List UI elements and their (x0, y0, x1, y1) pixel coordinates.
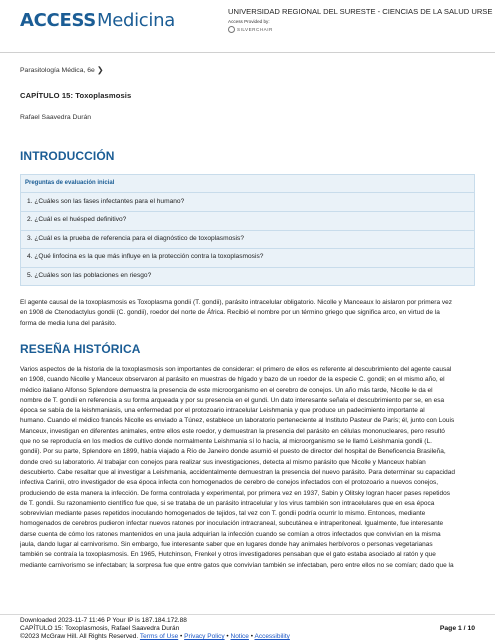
access-medicina-logo[interactable] (20, 10, 175, 34)
paragraph-line: Varios aspectos de la historia de la toxoplasmosis son importantes de considerar: el primero de ellos es referente al descubrimiento del agente causal (20, 366, 452, 373)
privacy-policy-link[interactable]: Privacy Policy (184, 633, 225, 640)
paragraph-line: homogenados de cerebros pudieron infectar nuevos ratones por inoculación intracraneal, subcutánea e intraperitoneal. Igualmente, fue interesante (20, 520, 444, 528)
terms-of-use-link[interactable]: Terms of Use (139, 633, 179, 640)
separator: • (180, 633, 185, 640)
paragraph-line: gondii). Por su parte, Splendore en 1899, había viajado a Río de Janeiro donde asumió el puesto de director del hospital de Beneficencia Brasileña, (20, 448, 446, 456)
paragraph-line: descubierto. Cabe resaltar que al investigar a Leishmania, accidentalmente demuestran la presencia del nuevo parásito. Para determinar su capacidad (20, 468, 456, 476)
questions-divider (21, 248, 474, 249)
separator: • (226, 633, 231, 640)
paragraph-line: jaula, dando lugar al carnivorismo. Sin embargo, fue interesante saber que en lugares donde hay animales herbívoros o personas vegetarianas (20, 541, 433, 549)
paragraph-line: Manceux, investigan en diferentes animales, entre ellos este roedor, y demuestran la presencia del parásito en células mononucleares, pero resultó (20, 427, 445, 435)
paragraph-line: nombre de T. gondii en referencia a su forma arqueada y por su presencia en el gundi. Un dato interesante señala el descubrimiento per se, en esa (20, 396, 445, 404)
question-item: 1. ¿Cuáles son las fases infectantes para el humano? (27, 198, 185, 205)
footer-divider (0, 614, 495, 615)
question-item: 3. ¿Cuál es la prueba de referencia para el diagnóstico de toxoplasmosis? (27, 235, 244, 242)
silverchair-logo (228, 26, 273, 33)
chapter-author: Rafael Saavedra Durán (20, 114, 92, 121)
paragraph-line: darse cuenta de cómo los ratones mantenidos en una jaula adquirían la infección cuando se comían a otros infectados que convivían en la misma (20, 530, 441, 538)
intro-paragraph (20, 298, 475, 329)
questions-box-title: Preguntas de evaluación inicial (25, 180, 115, 186)
paragraph-line: de T. gondii. Su razonamiento científico fue que, si se trataba de un parásito intracelular y los virus también son intracelulares que en esa época (20, 499, 435, 507)
paragraph-line: infectiva Carinii, otro investigador de esa época infecta con homogenados de cerebro de conejos infectados con el protozoario a nuevos conejos, (20, 479, 439, 487)
paragraph-line: donde creó su laboratorio. Al trabajar con conejos para realizar sus investigaciones, detecta al mismo parásito que Nicolle y Manceux habían (20, 458, 426, 466)
section-heading-introduccion: INTRODUCCIÓN (20, 149, 115, 163)
paragraph-line: médico italiano Alfonso Splendore demuestra la presencia de este microorganismo en el cerebro de conejos. Un año más tarde, Nicolle le da el (20, 386, 433, 394)
header-divider (0, 52, 495, 53)
history-paragraph (20, 365, 475, 571)
assessment-questions-box (20, 174, 475, 286)
logo-medicina-text: Medicina (96, 10, 175, 31)
accessibility-link[interactable]: Accessibility (254, 633, 290, 640)
paragraph-line: sobrevivían mediante pases repetidos inoculando homogenados de tejidos, tal vez con T. gondii podría ocurrir lo mismo. Entonces, mediante (20, 510, 426, 518)
question-item: 5. ¿Cuáles son las poblaciones en riesgo? (27, 272, 152, 279)
paragraph-line: en 1908 de Ctenodactylus gondii (C. gondii), roedor del norte de África. Recibió el nombre por un término griego que significa arco, en virtud de la (20, 309, 440, 317)
paragraph-line: también se contraía la toxoplasmosis. En 1965, Hutchinson, Frenkel y otros investigadores pensaban que el gato estaba asociado al ratón y que (20, 551, 436, 559)
institution-name: UNIVERSIDAD REGIONAL DEL SURESTE - CIENCIAS DE LA SALUD URSE (228, 7, 493, 16)
logo-access-text: ACCESS (20, 10, 96, 31)
copyright-text: ©2023 McGraw Hill. All Rights Reserved. (20, 633, 139, 640)
chapter-title: CAPÍTULO 15: Toxoplasmosis (20, 91, 132, 100)
section-heading-resena-historica: RESEÑA HISTÓRICA (20, 342, 141, 356)
breadcrumb-book-link[interactable]: Parasitología Médica, 6e (20, 67, 95, 74)
page-footer (20, 617, 290, 640)
page-number: Page 1 / 10 (439, 625, 475, 632)
paragraph-line: mediante carnivorismo se infectaban; la sorpresa fue que entre gatos que convivían también se infectaban, pero entre ellos no se comían; dado que la (20, 561, 454, 569)
question-item: 2. ¿Cuál es el huésped definitivo? (27, 216, 127, 223)
questions-divider (21, 267, 474, 268)
questions-divider (21, 230, 474, 231)
paragraph-line: humano. Cuando el médico francés Nicolle es enviado a Túnez, establece un laboratorio perteneciente al Instituto Pasteur de París; él, junto con Louis (20, 417, 455, 425)
question-item: 4. ¿Qué linfocina es la que más influye en la protección contra la toxoplasmosis? (27, 253, 264, 260)
footer-citation: CAPÍTULO 15: Toxoplasmosis, Rafael Saavedra Durán (20, 625, 180, 632)
paragraph-line: época se sabía de la leishmaniasis, una enfermedad por el protozoario intracelular Leishmania y que produce un padecimiento importante al (20, 407, 425, 415)
chevron-right-icon: ❯ (96, 65, 104, 75)
notice-link[interactable]: Notice (230, 633, 249, 640)
questions-divider (21, 192, 474, 193)
paragraph-line: forma de media luna del parásito. (20, 319, 117, 327)
paragraph-line: produciendo de esta manera la infección. De forma controlada y experimental, por primera vez en 1937, Sabin y Olitsky logran hacer pases repetidos (20, 489, 450, 497)
download-info: Downloaded 2023-11-7 11:46 P Your IP is 187.184.172.88 (20, 617, 187, 624)
paragraph-line: en 1908, cuando Nicolle y Manceux observaron al parásito en muestras de hígado y bazo de un roedor de la especie C. gondii; en el mismo año, el (20, 376, 445, 384)
silverchair-logo-icon (228, 26, 235, 33)
paragraph-line: El agente causal de la toxoplasmosis es Toxoplasma gondii (T. gondii), parásito intracelular obligatorio. Nicolle y Manceaux lo aislaron por primera vez (20, 299, 452, 306)
paragraph-line: que no se reproducía en los medios de cultivo donde normalmente Leishmania sí lo hacía, al microorganismo se le llamó Leishmania gondii (L. (20, 438, 432, 446)
access-provided-label: Access Provided by: (228, 19, 270, 24)
separator: • (250, 633, 255, 640)
breadcrumb[interactable] (20, 66, 104, 75)
page-header (0, 0, 495, 52)
silverchair-text: SILVERCHAIR (237, 27, 273, 32)
footer-legal-line (20, 633, 290, 640)
questions-divider (21, 211, 474, 212)
